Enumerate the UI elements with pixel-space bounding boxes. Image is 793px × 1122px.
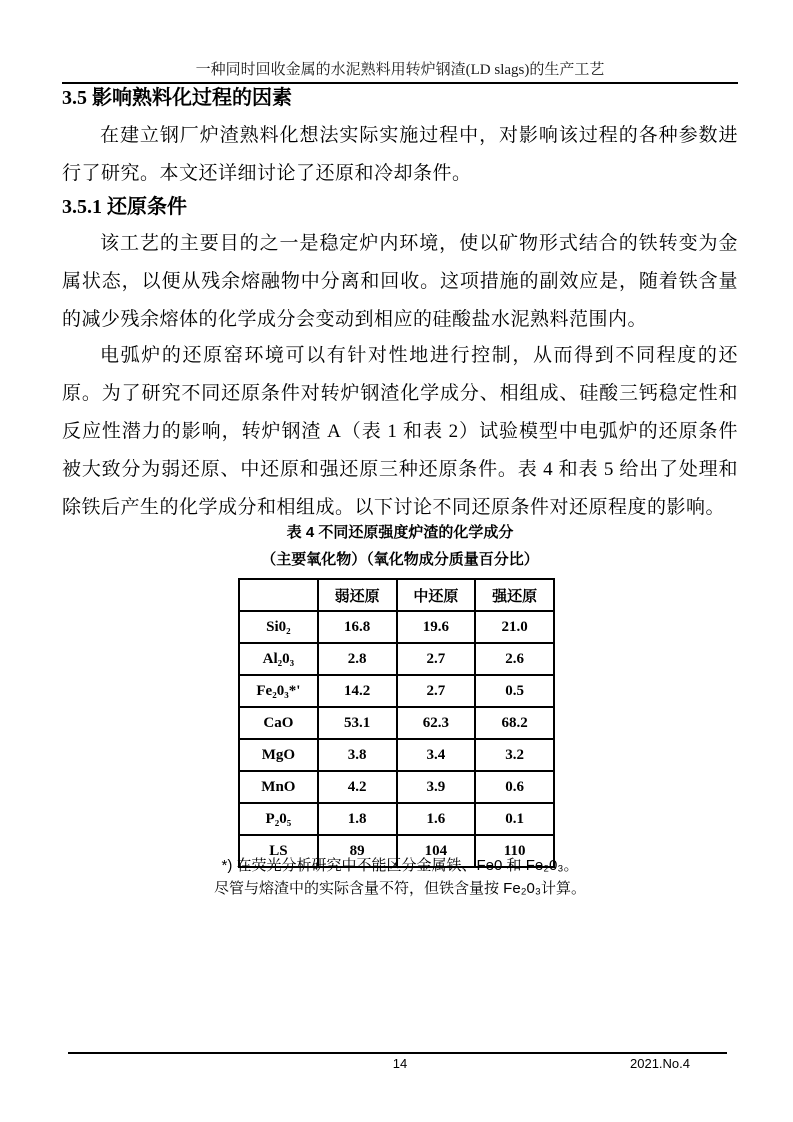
- row-label: P₂0₅: [239, 803, 318, 835]
- cell-value: 2.7: [397, 643, 476, 675]
- row-label: MnO: [239, 771, 318, 803]
- issue-label: 2021.No.4: [630, 1056, 690, 1071]
- table4-footnote-line1: *) 在荧光分析研究中不能区分金属铁、Fe0 和 Fe₂0₃。: [221, 857, 579, 874]
- cell-value: 89: [318, 835, 397, 867]
- page-number: 14: [392, 1056, 408, 1071]
- table4-caption-line2: （主要氧化物）（氧化物成分质量百分比）: [261, 551, 539, 568]
- cell-value: 1.8: [318, 803, 397, 835]
- table4-header-cell-medium-reduction: 中还原: [397, 579, 476, 611]
- row-label: MgO: [239, 739, 318, 771]
- section-3-5-1-paragraph-1: 该工艺的主要目的之一是稳定炉内环境，使以矿物形式结合的铁转变为金属状态，以便从残余熔融物中分离和回收。这项措施的副效应是，随着铁含量的减少残余熔体的化学成分会变动到相应的硅酸盐水泥熟料范围内。: [62, 233, 738, 330]
- cell-value: 3.8: [318, 739, 397, 771]
- table-row-cao: [239, 707, 554, 739]
- table4-caption-line1: 表 4 不同还原强度炉渣的化学成分: [286, 524, 514, 541]
- cell-value: 14.2: [318, 675, 397, 707]
- cell-value: 53.1: [318, 707, 397, 739]
- cell-value: 19.6: [397, 611, 476, 643]
- cell-value: 3.9: [397, 771, 476, 803]
- table4-header-cell-weak-reduction: 弱还原: [318, 579, 397, 611]
- section-3-5-1-heading: 3.5.1 还原条件: [62, 196, 187, 218]
- table-row-p2o5: [239, 803, 554, 835]
- section-3-5-heading: 3.5 影响熟料化过程的因素: [62, 87, 292, 109]
- cell-value: 3.4: [397, 739, 476, 771]
- cell-value: 1.6: [397, 803, 476, 835]
- cell-value: 2.7: [397, 675, 476, 707]
- footer-rule: [68, 1052, 727, 1054]
- cell-value: 2.8: [318, 643, 397, 675]
- cell-value: 21.0: [475, 611, 554, 643]
- table-row-mno: [239, 771, 554, 803]
- row-label: Fe₂0₃*': [239, 675, 318, 707]
- section-3-5-1-paragraph-2: 电弧炉的还原窑环境可以有针对性地进行控制，从而得到不同程度的还原。为了研究不同还原条件对转炉钢渣化学成分、相组成、硅酸三钙稳定性和反应性潜力的影响，转炉钢渣 A（表 1 和表 2）试验模型中电弧炉的还原条件被大致分为弱还原、中还原和强还原三种还原条件。表 4 和表 5 给出了处理和除铁后产生的化学成分和相组成。以下讨论不同还原条件对还原程度的影响。: [62, 345, 738, 518]
- cell-value: 0.5: [475, 675, 554, 707]
- table-row-sio2: [239, 611, 554, 643]
- cell-value: 2.6: [475, 643, 554, 675]
- header-rule: [62, 82, 738, 84]
- table4-header-cell-strong-reduction: 强还原: [475, 579, 554, 611]
- table4-header-row: [239, 579, 554, 611]
- row-label: LS: [239, 835, 318, 867]
- cell-value: 68.2: [475, 707, 554, 739]
- table4-header-cell-blank: [239, 579, 318, 611]
- table4-footnote-line2: 尽管与熔渣中的实际含量不符，但铁含量按 Fe₂0₃计算。: [214, 880, 586, 897]
- cell-value: 110: [475, 835, 554, 867]
- cell-value: 3.2: [475, 739, 554, 771]
- table4: [238, 578, 555, 868]
- cell-value: 16.8: [318, 611, 397, 643]
- running-header-title: 一种同时回收金属的水泥熟料用转炉钢渣(LD slags)的生产工艺: [195, 62, 605, 78]
- table-row-al2o3: [239, 643, 554, 675]
- section-3-5-paragraph: 在建立钢厂炉渣熟料化想法实际实施过程中，对影响该过程的各种参数进行了研究。本文还详细讨论了还原和冷却条件。: [62, 125, 738, 184]
- cell-value: 104: [397, 835, 476, 867]
- table-row-mgo: [239, 739, 554, 771]
- cell-value: 0.6: [475, 771, 554, 803]
- table-row-fe2o3: [239, 675, 554, 707]
- cell-value: 62.3: [397, 707, 476, 739]
- row-label: Al₂0₃: [239, 643, 318, 675]
- cell-value: 0.1: [475, 803, 554, 835]
- cell-value: 4.2: [318, 771, 397, 803]
- row-label: CaO: [239, 707, 318, 739]
- row-label: Si0₂: [239, 611, 318, 643]
